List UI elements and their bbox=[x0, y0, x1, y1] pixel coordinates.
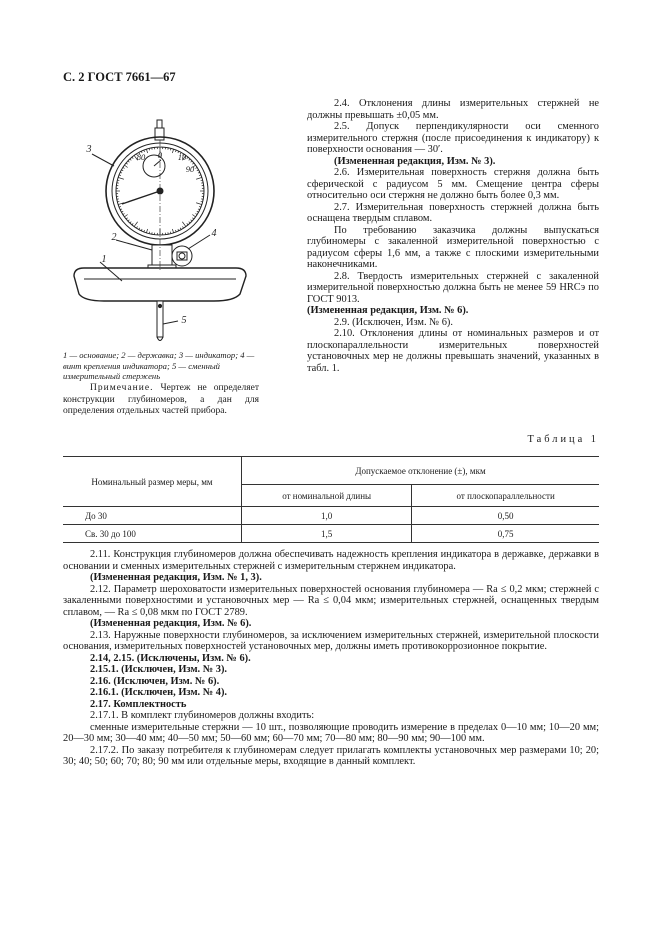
dial-tick bbox=[198, 172, 200, 173]
table-cell: Св. 30 до 100 bbox=[63, 525, 242, 543]
dial-tick bbox=[195, 214, 197, 215]
para-2-17: 2.17. Комплектность bbox=[90, 698, 187, 710]
label-4: 4 bbox=[211, 228, 217, 239]
para-2-11: 2.11. Конструкция глубиномеров должна обеспечивать надежность крепления индикатора в державке, державки в основании и сменных измерительных стержней с измерительным стержнем индикатора. bbox=[63, 549, 599, 572]
label-2: 2 bbox=[111, 232, 117, 243]
dial-tick bbox=[172, 149, 173, 153]
para-2-16: 2.16. (Исключен, Изм. № 6). bbox=[90, 675, 220, 687]
dial-tick bbox=[120, 172, 122, 173]
dial-tick bbox=[120, 209, 122, 210]
dial-number-0: 0 bbox=[157, 150, 163, 160]
dial-tick bbox=[172, 229, 173, 233]
note-lead: Примечание. bbox=[90, 383, 154, 393]
para-2-17-1: 2.17.1. В комплект глубиномеров должны входить: bbox=[90, 710, 315, 721]
figure-caption: 1 — основание; 2 — державка; 3 — индикатор; 4 — винт крепления индикатора; 5 — сменный измерительный стержень bbox=[63, 350, 255, 381]
para-2-16-1: 2.16.1. (Исключен, Изм. № 4). bbox=[90, 687, 228, 698]
right-column bbox=[307, 98, 599, 374]
dial-tick bbox=[189, 222, 190, 223]
dial-tick bbox=[195, 167, 197, 168]
dial-tick bbox=[128, 161, 129, 162]
dial-tick bbox=[189, 159, 190, 160]
para-2-15-1: 2.15.1. (Исключен, Изм. № 3). bbox=[90, 664, 228, 675]
para-2-7: 2.7. Измерительная поверхность стержней должна быть оснащена твердым сплавом. bbox=[307, 201, 599, 224]
dial-tick bbox=[141, 229, 142, 231]
dial-tick bbox=[180, 228, 181, 230]
para-2-6: 2.6. Измерительная поверхность стержня должна быть сферической с радиусом 5 мм. Смещение центра сферы относительно оси стержня не должно быть более 0,3 мм. bbox=[307, 167, 599, 201]
para-2-12: 2.12. Параметр шероховатости измерительных поверхностей основания глубиномера — Ra ≤ 0,2 мкм; стержней с закаленными поверхностями и установочных мер — Ra ≤ 0,04 мкм; измерительных стержней, оснащенных твердым сплавом, — Ra ≤ 0,08 мкм по ГОСТ 2789. bbox=[63, 583, 599, 618]
dial-tick bbox=[134, 222, 138, 227]
table-cell: 1,0 bbox=[242, 507, 412, 525]
dial-tick bbox=[132, 157, 133, 159]
depth-gauge-figure bbox=[64, 116, 254, 346]
dial-tick bbox=[187, 157, 188, 159]
dial-tick bbox=[121, 211, 123, 212]
table-row bbox=[63, 507, 599, 525]
dial-tick bbox=[139, 228, 140, 230]
dial-tick bbox=[187, 223, 188, 225]
para-2-7-b: По требованию заказчика должны выпускаться глубиномеры с закаленной измерительной поверхностью с радиусом сферы 1,6 мм, а также с плоскими измерительными наконечниками. bbox=[307, 224, 599, 270]
dial-tick bbox=[191, 220, 192, 221]
note-text: Чертеж не определяет конструкции глубиномеров, а дан для определения отдельных частей прибора. bbox=[63, 383, 259, 417]
label-3: 3 bbox=[86, 144, 92, 155]
revision-note-4: (Измененная редакция, Изм. № 6). bbox=[90, 618, 252, 629]
col-header-nominal-size: Номинальный размер меры, мм bbox=[63, 457, 242, 507]
dial-tick bbox=[178, 229, 179, 231]
label-5: 5 bbox=[181, 315, 187, 326]
dial-tick bbox=[192, 218, 194, 219]
para-2-10: 2.10. Отклонения длины от номинальных размеров и от плоскопараллельности измерительных поверхностей установочных мер не должны превышать значений, указанных в табл. 1. bbox=[307, 328, 599, 374]
para-2-17-1-b: сменные измерительные стержни — 10 шт., позволяющие проводить измерение в пределах 0—10 мм; 10—20 мм; 20—30 мм; 30—40 мм; 40—50 мм; 50—60 мм; 60—70 мм; 70—80 мм; 80—90 мм; 90—100 мм. bbox=[63, 721, 599, 744]
table-1 bbox=[63, 456, 599, 543]
dial-tick bbox=[121, 170, 123, 171]
dial-tick bbox=[126, 218, 128, 219]
dial-tick bbox=[124, 215, 127, 217]
table-cell: 1,5 bbox=[242, 525, 412, 543]
table-cell: 0,75 bbox=[412, 525, 599, 543]
revision-note-1: (Измененная редакция, Изм. № 3). bbox=[334, 155, 496, 167]
dial-number-10: 10 bbox=[177, 152, 187, 162]
para-2-4: 2.4. Отклонения длины измерительных стержней не должны превышать ±0,05 мм. bbox=[307, 98, 599, 121]
page-header: С. 2 ГОСТ 7661—67 bbox=[63, 70, 176, 84]
dial-tick bbox=[124, 165, 127, 167]
table-row bbox=[63, 525, 599, 543]
table-caption: Таблица 1 bbox=[527, 434, 599, 445]
dial-number-80: 80 bbox=[136, 152, 146, 162]
col-header-nominal-length: от номинальной длины bbox=[242, 485, 412, 507]
revision-note-2: (Измененная редакция, Изм. № 6). bbox=[307, 305, 469, 316]
dial-tick bbox=[126, 163, 128, 164]
dial-tick bbox=[198, 209, 200, 210]
dial-tick bbox=[146, 229, 147, 233]
figure-note bbox=[63, 383, 259, 418]
dial-tick bbox=[123, 167, 125, 168]
dial-tick bbox=[136, 226, 137, 228]
dial-tick bbox=[182, 222, 186, 227]
para-2-9: 2.9. (Исключен, Изм. № 6). bbox=[334, 316, 453, 328]
revision-note-3: (Измененная редакция, Изм. № 1, 3). bbox=[90, 572, 262, 583]
para-2-5: 2.5. Допуск перпендикулярности оси сменного измерительного стержня (после присоединения к индикатору) к поверхности основания — 30′. bbox=[307, 121, 599, 155]
dial-tick bbox=[183, 226, 184, 228]
dial-tick bbox=[128, 220, 129, 221]
dial-tick bbox=[196, 177, 202, 179]
para-2-17-2: 2.17.2. По заказу потребителя к глубиномерам следует прилагать комплекты установочных мер размерами 10; 20; 30; 40; 50; 60; 70; 80; 90 мм или отдельные меры, входящие в данный комплект. bbox=[63, 744, 599, 767]
para-2-14: 2.14, 2.15. (Исключены, Изм. № 6). bbox=[90, 652, 251, 664]
col-header-group: Допускаемое отклонение (±), мкм bbox=[242, 457, 600, 485]
col-header-flatness: от плоскопараллельности bbox=[412, 485, 599, 507]
table-cell: До 30 bbox=[63, 507, 242, 525]
dial-tick bbox=[132, 223, 133, 225]
dial-tick bbox=[118, 177, 124, 179]
dial-tick bbox=[197, 170, 199, 171]
dial-tick bbox=[192, 215, 195, 217]
body-text bbox=[63, 549, 599, 768]
dial-tick bbox=[196, 203, 202, 205]
para-2-13: 2.13. Наружные поверхности глубиномеров, за исключением измерительных стержней, измерительной плоскости основания, измерительных поверхностей установочных мер, должны иметь противокоррозионное покрытие. bbox=[63, 629, 599, 652]
dial-tick bbox=[130, 159, 131, 160]
dial-tick bbox=[123, 214, 125, 215]
table-cell: 0,50 bbox=[412, 507, 599, 525]
dial-number-90: 90 bbox=[185, 164, 195, 174]
dial-tick bbox=[197, 211, 199, 212]
para-2-8: 2.8. Твердость измерительных стержней с закаленной измерительной поверхностью должна быть не менее 59 HRCэ по ГОСТ 9013. bbox=[307, 270, 599, 305]
dial-tick bbox=[191, 161, 192, 162]
dial-tick bbox=[130, 222, 131, 223]
label-1: 1 bbox=[101, 254, 107, 265]
dial-tick bbox=[146, 149, 147, 153]
